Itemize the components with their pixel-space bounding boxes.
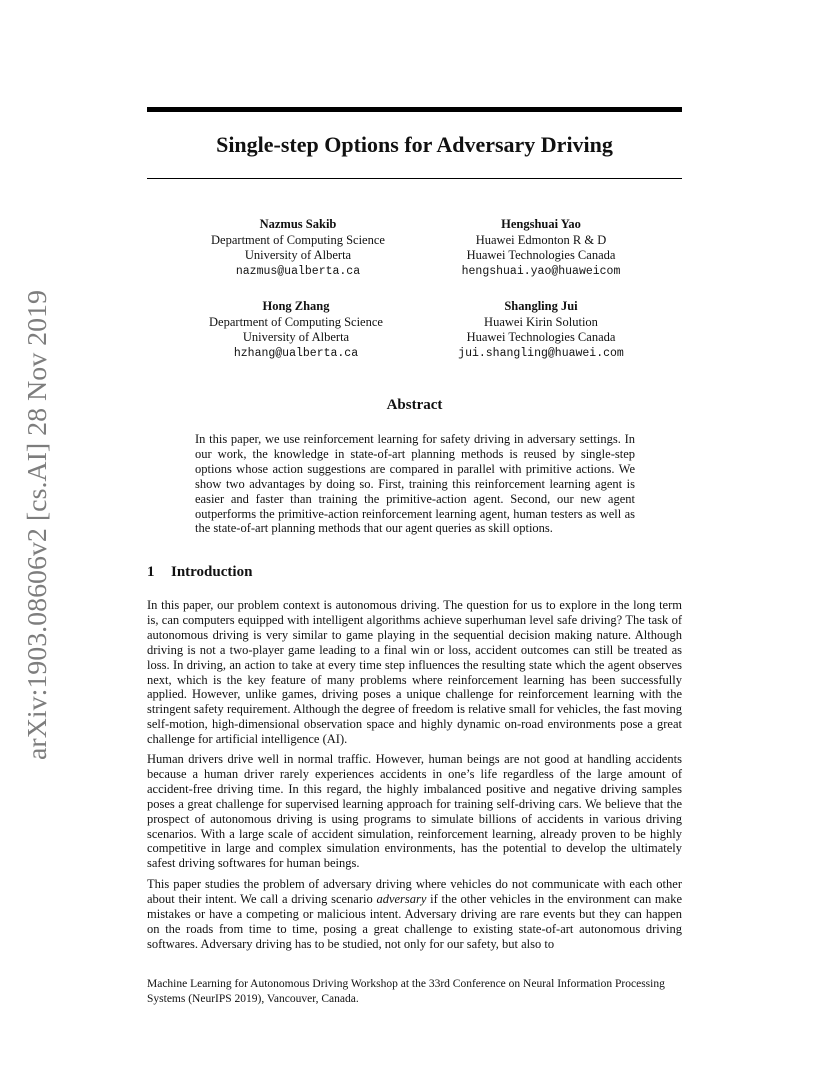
author-email: nazmus@ualberta.ca <box>235 264 361 278</box>
title-top-rule <box>147 107 682 112</box>
venue-footnote: Machine Learning for Autonomous Driving Workshop at the 33rd Conference on Neural Information Processing Systems (NeurIPS 2019), Vancouver, Canada. <box>147 978 665 1005</box>
paper-title: Single-step Options for Adversary Driving <box>216 132 613 157</box>
section-number: 1 <box>147 564 155 580</box>
author-block-1 <box>178 217 418 279</box>
author-name: Shangling Jui <box>504 299 578 313</box>
author-affiliation: Huawei Kirin Solution <box>484 314 598 329</box>
arxiv-identifier-stamp <box>4 290 56 760</box>
section-title: Introduction <box>171 564 253 580</box>
author-institution: University of Alberta <box>242 330 350 344</box>
author-name: Hengshuai Yao <box>501 217 581 231</box>
author-affiliation: Department of Computing Science <box>211 232 385 247</box>
author-email: hengshuai.yao@huaweicom <box>461 264 621 278</box>
author-email: jui.shangling@huawei.com <box>458 346 624 360</box>
paragraph-text: This paper studies the problem of adversary driving where vehicles do not communicate with each other about their intent. We call a driving scenario <box>147 877 682 906</box>
section-heading <box>147 564 252 581</box>
title-bottom-rule <box>147 178 682 179</box>
author-affiliation: Huawei Edmonton R & D <box>475 232 607 247</box>
author-institution: Huawei Technologies Canada <box>466 248 616 262</box>
author-email: hzhang@ualberta.ca <box>233 346 359 360</box>
paragraph-text: if the other vehicles in the environment can make mistakes or have a competing or malicious intent. Adversary driving are rare events but they can happen on the roads from time to time, posing a great challenge to existing state-of-art autonomous driving softwares. Adversary driving has to be studied, not only for our safety, but also to <box>147 891 682 951</box>
intro-paragraph-3 <box>147 877 682 952</box>
abstract-heading: Abstract <box>386 397 443 413</box>
author-block-2 <box>421 217 661 279</box>
intro-paragraph-2: Human drivers drive well in normal traffic. However, human beings are not good at handling accidents because a human driver rarely experiences accidents in one’s life regardless of the large amount of accident-free driving time. In this regard, the highly imbalanced positive and negative driving samples poses a great challenge for supervised learning approach for training self-driving cars. We believe that the prospect of autonomous driving is using programs to simulate billions of accidents in various driving scenarios. With a large scale of accident simulation, reinforcement learning, already proven to be highly competitive in large and complex simulation environments, has the potential to develop the ultimately safest driving softwares for human beings. <box>147 752 682 871</box>
author-institution: Huawei Technologies Canada <box>466 330 616 344</box>
author-block-3 <box>176 299 416 361</box>
author-institution: University of Alberta <box>244 248 352 262</box>
author-affiliation: Department of Computing Science <box>209 314 383 329</box>
intro-paragraph-1: In this paper, our problem context is autonomous driving. The question for us to explore in the long term is, can computers equipped with intelligent algorithms achieve superhuman level safe driving? The task of autonomous driving is very similar to game playing in the sequential decision making nature. Although driving is not a two-player game leading to a final win or loss, accident outcomes can still be treated as loss. In driving, an action to take at every time step influences the resulting state which the agent observes next, which is the key feature of many problems where reinforcement learning has been successfully applied. However, unlike games, driving poses a unique challenge for reinforcement learning with the stringent safety requirement. Although the degree of freedom is relative small for vehicles, the fast moving self-motion, high-dimensional observation space and highly dynamic on-road environments pose a great challenge for artificial intelligence (AI). <box>147 598 682 747</box>
author-block-4 <box>421 299 661 361</box>
arxiv-identifier-text: arXiv:1903.08606v2 [cs.AI] 28 Nov 2019 <box>22 305 52 760</box>
emphasized-term: adversary <box>376 891 427 906</box>
abstract-text: In this paper, we use reinforcement learning for safety driving in adversary settings. In our work, the knowledge in state-of-art planning methods is reused by single-step options whose action suggestions are compared in parallel with primitive actions. We show two advantages by doing so. First, training this reinforcement learning agent is easier and faster than training the primitive-action agent. Second, our new agent outperforms the primitive-action reinforcement learning agent, human testers as well as the state-of-art planning methods that our agent queries as skill options. <box>195 432 635 536</box>
author-name: Hong Zhang <box>262 299 330 313</box>
author-name: Nazmus Sakib <box>259 217 337 231</box>
